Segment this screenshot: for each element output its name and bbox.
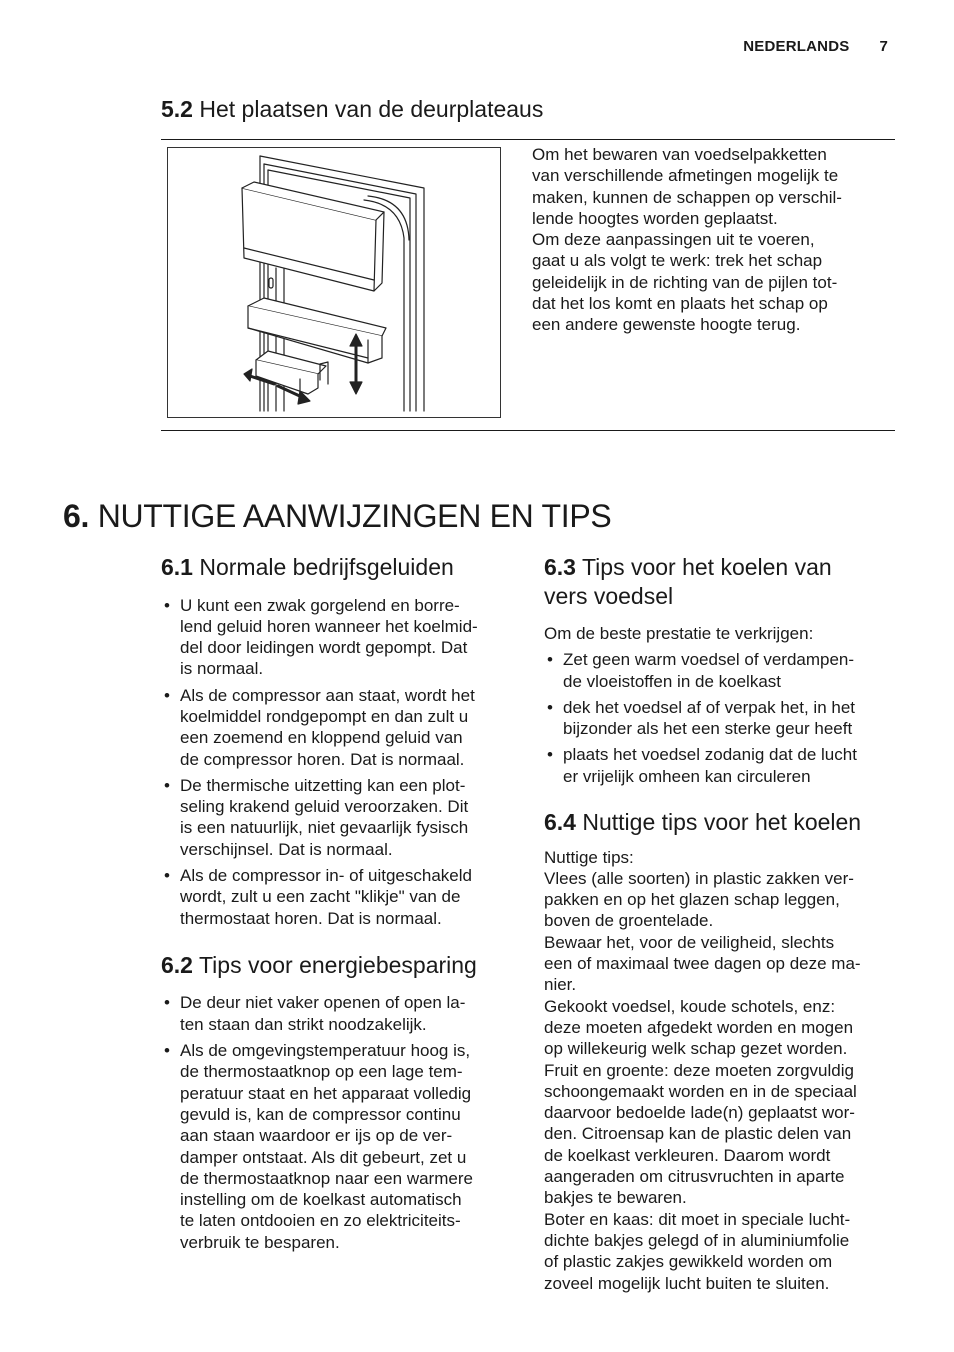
- list-line: • U kunt een zwak gorgelend en borre-: [180, 595, 460, 615]
- list-item: [544, 744, 894, 787]
- body-line: daarvoor bedoelde lade(n) geplaatst wor-: [544, 1103, 855, 1123]
- list-line: de compressor horen. Dat is normaal.: [180, 749, 465, 769]
- list-line: bijzonder als het een sterke geur heeft: [563, 719, 853, 739]
- list-line: • De deur niet vaker openen of open la-: [180, 993, 466, 1013]
- section-6-2-list: [161, 992, 516, 1253]
- list-line: • dek het voedsel af of verpak het, in het: [563, 697, 856, 717]
- chapter-number: 6.: [63, 498, 90, 534]
- section-title: Het plaatsen van de deurplateaus: [199, 96, 544, 122]
- list-line: de thermostaatknop op een lage tem-: [180, 1062, 463, 1082]
- list-item: [161, 595, 516, 680]
- body-line: gaat u als volgt te werk: trek het schap: [532, 251, 823, 271]
- section-divider: [161, 430, 895, 431]
- body-line: dichte bakjes gelegd of in aluminiumfolie: [544, 1230, 850, 1250]
- body-line: dat het los komt en plaats het schap op: [532, 294, 828, 314]
- list-line: instelling om de koelkast automatisch: [180, 1190, 462, 1210]
- body-line: Bewaar het, voor de veiligheid, slechts: [544, 932, 835, 952]
- section-5-2-body: [532, 144, 892, 336]
- body-line: boven de groentelade.: [544, 911, 714, 931]
- section-number: 6.1: [161, 554, 193, 580]
- section-title: Nuttige tips voor het koelen: [582, 809, 862, 836]
- header-language: NEDERLANDS: [743, 38, 850, 55]
- list-line: wordt, zult u een zacht "klikje" van de: [180, 887, 461, 907]
- list-line: is normaal.: [180, 659, 264, 679]
- section-6-1-list: [161, 595, 516, 929]
- section-number: 6.2: [161, 951, 193, 978]
- list-line: ten staan dan strikt noodzakelijk.: [180, 1014, 427, 1034]
- body-line: geleidelijk in de richting van de pijlen tot-: [532, 272, 838, 292]
- list-item: [161, 1040, 516, 1253]
- chapter-heading: [63, 498, 611, 535]
- list-line: • plaats het voedsel zodanig dat de lucht: [563, 745, 857, 765]
- body-line: van verschillende afmetingen mogelijk te: [532, 166, 839, 186]
- list-item: [161, 775, 516, 860]
- section-title: Normale bedrijfsgeluiden: [199, 554, 454, 580]
- body-line: de koelkast verkleuren. Daarom wordt: [544, 1145, 831, 1165]
- list-line: is een natuurlijk, niet gevaarlijk fysisch: [180, 818, 469, 838]
- list-line: gevuld is, kan de compressor continu: [180, 1104, 461, 1124]
- door-shelf-drawing: [168, 148, 499, 416]
- list-line: aan staan waardoor er ijs op de ver-: [180, 1126, 453, 1146]
- list-line: • Als de compressor aan staat, wordt het: [180, 685, 475, 705]
- section-6-3-heading: [544, 553, 894, 610]
- section-6-3-list: [544, 649, 894, 787]
- chapter-title: NUTTIGE AANWIJZINGEN EN TIPS: [97, 498, 612, 534]
- section-number: 5.2: [161, 96, 193, 122]
- list-line: • Als de omgevingstemperatuur hoog is,: [180, 1041, 471, 1061]
- body-line: Fruit en groente: deze moeten zorgvuldig: [544, 1060, 854, 1080]
- section-6-4-heading: [544, 808, 894, 837]
- list-line: verschijnsel. Dat is normaal.: [180, 839, 393, 859]
- list-item: [544, 697, 894, 740]
- body-line: zoveel mogelijk lucht buiten te sluiten.: [544, 1273, 830, 1293]
- page-header: [743, 38, 888, 55]
- list-line: • De thermische uitzetting kan een plot-: [180, 775, 466, 795]
- body-line: Om deze aanpassingen uit te voeren,: [532, 230, 815, 250]
- body-line: of plastic zakjes gewikkeld worden om: [544, 1252, 833, 1272]
- body-line: Boter en kaas: dit moet in speciale lucht-: [544, 1209, 851, 1229]
- left-column: [161, 553, 516, 1258]
- section-number: 6.3: [544, 554, 576, 580]
- list-line: een zoemend en kloppend geluid van: [180, 728, 463, 748]
- list-line: koelmiddel rondgepompt en dan zult u: [180, 706, 469, 726]
- list-line: er vrijelijk omheen kan circuleren: [563, 766, 811, 786]
- list-line: peratuur staat en het apparaat volledig: [180, 1083, 472, 1103]
- body-line: een andere gewenste hoogte terug.: [532, 315, 801, 335]
- list-item: [544, 649, 894, 692]
- body-line: bakjes te bewaren.: [544, 1188, 687, 1208]
- body-line: op willekeurig welk schap gezet worden.: [544, 1039, 848, 1059]
- list-line: lend geluid horen wanneer het koelmid-: [180, 616, 478, 636]
- top-divider: [161, 139, 895, 140]
- list-line: verbruik te besparen.: [180, 1232, 340, 1252]
- list-item: [161, 865, 516, 929]
- list-line: del door leidingen wordt gepompt. Dat: [180, 638, 468, 658]
- section-title: Tips voor energiebesparing: [198, 951, 477, 978]
- section-6-1-heading: [161, 553, 516, 582]
- body-line: pakken en op het glazen schap leggen,: [544, 890, 840, 910]
- body-line: maken, kunnen de schappen op verschil-: [532, 187, 842, 207]
- body-line: den. Citroensap kan de plastic delen van: [544, 1124, 852, 1144]
- right-column: [544, 553, 894, 1294]
- list-line: seling krakend geluid veroorzaken. Dit: [180, 797, 469, 817]
- body-line: lende hoogtes worden geplaatst.: [532, 208, 778, 228]
- body-line: Nuttige tips:: [544, 847, 634, 867]
- section-6-2-heading: [161, 951, 516, 980]
- page-number: 7: [879, 38, 888, 55]
- body-line: Gekookt voedsel, koude schotels, enz:: [544, 996, 836, 1016]
- section-title-continued: vers voedsel: [544, 582, 674, 609]
- list-line: de thermostaatknop naar een warmere: [180, 1168, 473, 1188]
- list-line: damper ontstaat. Als dit gebeurt, zet u: [180, 1147, 467, 1167]
- list-line: thermostaat horen. Dat is normaal.: [180, 908, 442, 928]
- list-line: • Als de compressor in- of uitgeschakeld: [180, 866, 472, 886]
- body-line: Vlees (alle soorten) in plastic zakken ver-: [544, 868, 854, 888]
- body-line: een of maximaal twee dagen op deze ma-: [544, 954, 861, 974]
- list-item: [161, 685, 516, 770]
- section-6-3-intro: Om de beste prestatie te verkrijgen:: [544, 624, 814, 643]
- list-line: • Zet geen warm voedsel of verdampen-: [563, 650, 855, 670]
- body-line: nier.: [544, 975, 577, 995]
- list-line: de vloeistoffen in de koelkast: [563, 671, 781, 691]
- body-line: aangeraden om citrusvruchten in aparte: [544, 1167, 845, 1187]
- list-line: te laten ontdooien en zo elektriciteits-: [180, 1211, 461, 1231]
- body-line: deze moeten afgedekt worden en mogen: [544, 1017, 854, 1037]
- list-item: [161, 992, 516, 1035]
- section-number: 6.4: [544, 809, 576, 836]
- section-6-4-body: [544, 847, 894, 1294]
- body-line: schoongemaakt worden en in de speciaal: [544, 1081, 857, 1101]
- door-shelf-illustration: [167, 147, 501, 418]
- section-title: Tips voor het koelen van: [581, 554, 832, 580]
- section-5-2-heading: [161, 96, 543, 123]
- body-line: Om het bewaren van voedselpakketten: [532, 145, 827, 164]
